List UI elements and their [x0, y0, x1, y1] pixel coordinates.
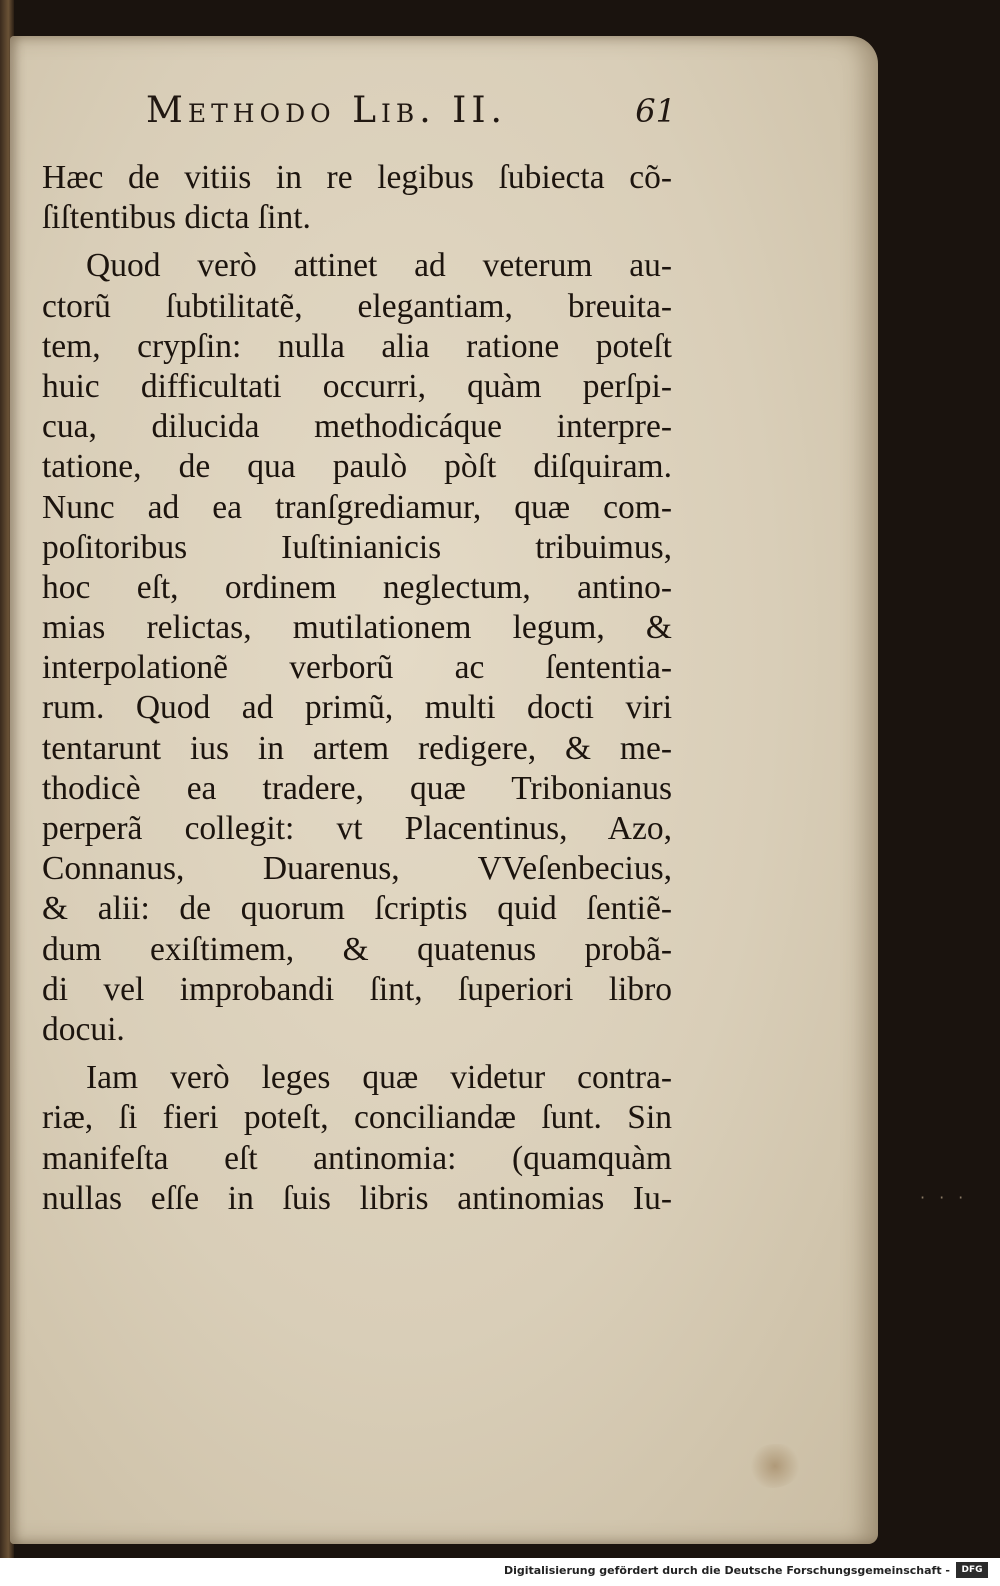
digitization-footer — [0, 1558, 1000, 1586]
text-line: tatione, de qua paulò pòſt diſquiram. — [42, 448, 672, 486]
text-line: dum exiſtimem, & quatenus probã- — [42, 930, 672, 968]
text-line: tem, crypſin: nulla alia ratione poteſt — [42, 327, 672, 365]
page-number: 61 — [635, 92, 676, 130]
text-line: Nunc ad ea tranſgrediamur, quæ com- — [42, 488, 672, 526]
text-block — [42, 158, 672, 1219]
text-line: Hæc de vitiis in re legibus ſubiecta cõ- — [42, 159, 672, 196]
text-line: riæ, ſi fieri poteſt, conciliandæ ſunt. Sin — [42, 1099, 672, 1137]
text-line: tentarunt ius in artem redigere, & me- — [42, 729, 672, 767]
text-line: Quod verò attinet ad veterum au- — [86, 247, 672, 285]
text-line: di vel improbandi ſint, ſuperiori libro — [42, 970, 672, 1008]
running-title: Methodo Lib. II. — [146, 90, 507, 131]
text-line: Iam verò leges quæ videtur contra- — [86, 1059, 672, 1097]
fore-edge-marks: ··· — [920, 1188, 978, 1207]
text-line: poſitoribus Iuſtinianicis tribuimus, — [42, 528, 672, 566]
paragraph-gap — [42, 238, 672, 246]
text-line: & alii: de quorum ſcriptis quid ſentiẽ- — [42, 890, 672, 928]
text-line: nullas eſſe in ſuis libris antinomias Iu- — [42, 1179, 672, 1217]
text-line: ſiſtentibus dicta ſint. — [42, 199, 311, 237]
text-line: huic difficultati occurri, quàm perſpi- — [42, 367, 672, 405]
text-line: interpolationẽ verborũ ac ſententia- — [42, 649, 672, 687]
text-line: Connanus, Duarenus, VVeſenbecius, — [42, 850, 672, 888]
paragraph-gap — [42, 1050, 672, 1058]
funding-credit: Digitalisierung gefördert durch die Deutsche Forschungsgemeinschaft - — [503, 1564, 950, 1577]
running-head — [146, 90, 676, 140]
text-line: mias relictas, mutilationem legum, & — [42, 609, 672, 647]
text-line: docui. — [42, 1010, 125, 1048]
text-line: thodicè ea tradere, quæ Tribonianus — [42, 769, 672, 807]
text-line: perperã collegit: vt Placentinus, Azo, — [42, 810, 672, 847]
text-line: ctorũ ſubtilitatẽ, elegantiam, breuita- — [42, 287, 672, 325]
dfg-logo: DFG — [956, 1562, 988, 1578]
text-line: rum. Quod ad primũ, multi docti viri — [42, 689, 672, 727]
text-line: hoc eſt, ordinem neglectum, antino- — [42, 568, 672, 606]
text-line: manifeſta eſt antinomia: (quamquàm — [42, 1139, 672, 1177]
text-line: cua, dilucida methodicáque interpre- — [42, 408, 672, 446]
